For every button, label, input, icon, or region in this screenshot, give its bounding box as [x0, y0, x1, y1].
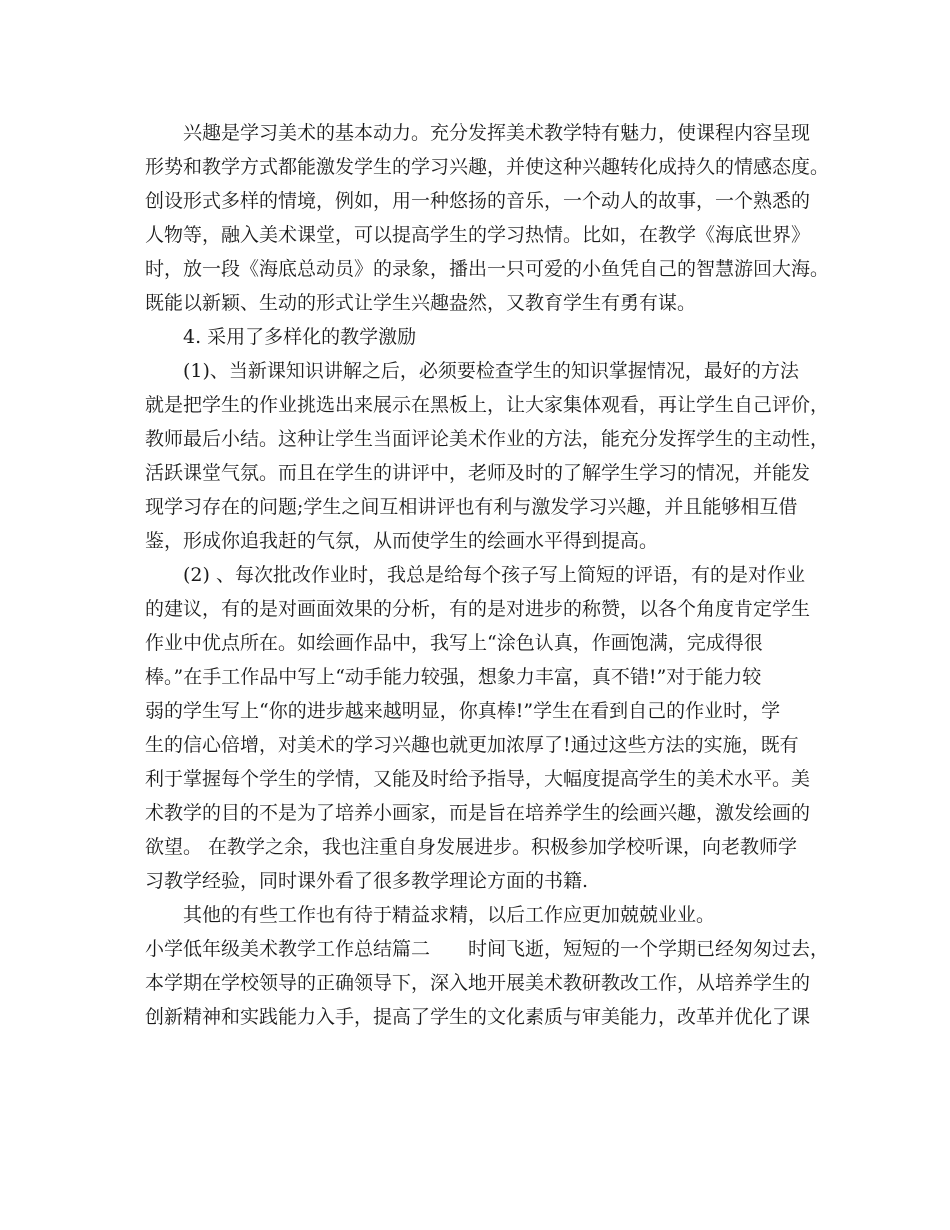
- text-line: 教师最后小结。这种让学生当面评论美术作业的方法，能充分发挥学生的主动性，: [145, 428, 830, 450]
- text-line: 形势和教学方式都能激发学生的学习兴趣，并使这种兴趣转化成持久的情感态度。: [145, 156, 830, 178]
- text-line: 创设形式多样的情境，例如，用一种悠扬的音乐，一个动人的故事，一个熟悉的: [145, 190, 811, 212]
- text-line: 弱的学生写上“你的进步越来越明显，你真棒!”学生在看到自己的作业时，学: [145, 700, 781, 722]
- text-line: 既能以新颖、生动的形式让学生兴趣盎然，又教育学生有勇有谋。: [145, 292, 697, 314]
- text-line: 利于掌握每个学生的学情，又能及时给予指导，大幅度提高学生的美术水平。美: [145, 768, 811, 790]
- text-line: 作业中优点所在。如绘画作品中，我写上“涂色认真，作画饱满，完成得很: [145, 632, 763, 654]
- text-line: 其他的有些工作也有待于精益求精，以后工作应更加兢兢业业。: [183, 904, 716, 926]
- text-line: 习教学经验，同时课外看了很多教学理论方面的书籍.: [145, 870, 589, 892]
- text-line: 鉴，形成你追我赶的气氛，从而使学生的绘画水平得到提高。: [145, 530, 659, 552]
- text-line: (1)、当新课知识讲解之后，必须要检查学生的知识掌握情况，最好的方法: [183, 360, 799, 382]
- text-line: 术教学的目的不是为了培养小画家，而是旨在培养学生的绘画兴趣，激发绘画的: [145, 802, 811, 824]
- section-heading: 4. 采用了多样化的教学激励: [183, 326, 417, 348]
- text-line: 现学习存在的问题;学生之间互相讲评也有利与激发学习兴趣，并且能够相互借: [145, 496, 798, 518]
- text-line: 本学期在学校领导的正确领导下，深入地开展美术教研教改工作，从培养学生的: [145, 972, 811, 994]
- text-line: 创新精神和实践能力入手，提高了学生的文化素质与审美能力，改革并优化了课: [145, 1006, 811, 1028]
- text-line: 兴趣是学习美术的基本动力。充分发挥美术教学特有魅力，使课程内容呈现: [183, 122, 811, 144]
- text-line: (2) 、每次批改作业时，我总是给每个孩子写上简短的评语，有的是对作业: [183, 564, 805, 586]
- text-line: 活跃课堂气氛。而且在学生的讲评中，老师及时的了解学生学习的情况，并能发: [145, 462, 811, 484]
- text-line: 欲望。 在教学之余，我也注重自身发展进步。积极参加学校听课，向老教师学: [145, 836, 798, 858]
- section-title-line: 小学低年级美术教学工作总结篇二 时间飞逝，短短的一个学期已经匆匆过去，: [145, 938, 830, 960]
- text-line: 人物等，融入美术课堂，可以提高学生的学习热情。比如，在教学《海底世界》: [145, 224, 811, 246]
- text-line: 就是把学生的作业挑选出来展示在黑板上，让大家集体观看，再让学生自己评价，: [145, 394, 830, 416]
- text-line: 棒。”在手工作品中写上“动手能力较强，想象力丰富，真不错!”对于能力较: [145, 666, 762, 688]
- text-line: 的建议，有的是对画面效果的分析，有的是对进步的称赞，以各个角度肯定学生: [145, 598, 811, 620]
- text-line: 生的信心倍增，对美术的学习兴趣也就更加浓厚了!通过这些方法的实施，既有: [145, 734, 799, 756]
- text-line: 时，放一段《海底总动员》的录象，播出一只可爱的小鱼凭自己的智慧游回大海。: [145, 258, 830, 280]
